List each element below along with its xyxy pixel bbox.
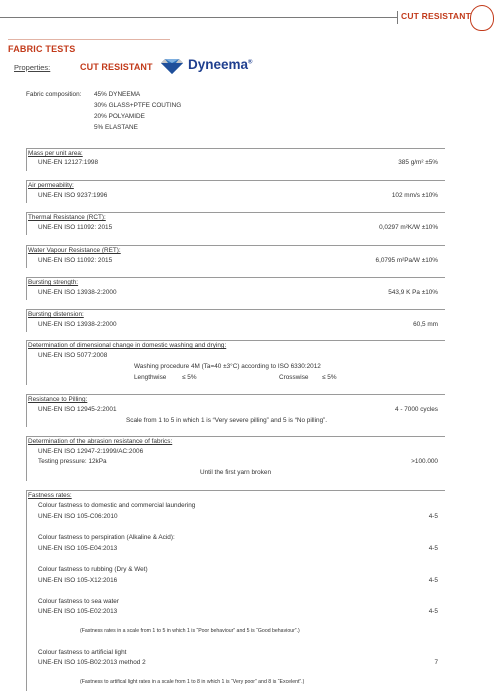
test-title: Bursting distension: (28, 311, 84, 318)
lengthwise-value: ≤ 5% (182, 374, 197, 381)
fastness-item-standard: UNE-EN ISO 105-E02:2013 (38, 608, 118, 615)
buff-logo-icon (470, 5, 494, 31)
fastness-item-name: Colour fastness to sea water (38, 598, 119, 605)
composition-label: Fabric composition: (26, 91, 82, 98)
test-title: Bursting strength: (28, 279, 79, 286)
test-title: Fastness rates: (28, 492, 72, 499)
test-standard: UNE-EN ISO 5077:2008 (38, 352, 108, 359)
test-title: Determination of dimensional change in domestic washing and drying: (28, 342, 227, 349)
light-fastness-value: 7 (434, 659, 438, 666)
testing-pressure: Testing pressure: 12kPa (38, 458, 107, 465)
composition-line: 5% ELASTANE (94, 124, 138, 131)
light-fastness-name: Colour fastness to artificial light (38, 649, 127, 656)
header-rule (0, 17, 397, 18)
test-value: 102 mm/s ±10% (391, 192, 438, 199)
test-standard: UNE-EN ISO 11092: 2015 (38, 224, 113, 231)
test-value: 60,5 mm (413, 321, 438, 328)
test-value: 385 g/m² ±5% (398, 159, 438, 166)
test-value: 6,0795 m²Pa/W ±10% (375, 257, 438, 264)
properties-label: Properties: (14, 63, 51, 72)
fastness-item-value: 4-5 (428, 513, 438, 520)
test-standard: UNE-EN ISO 9237:1996 (38, 192, 108, 199)
test-title: Determination of the abrasion resistance of fabrics: (28, 438, 173, 445)
test-title: Resistance to Pilling: (28, 396, 88, 403)
brand-label: CUT RESISTANT (401, 11, 471, 21)
fastness-item-standard: UNE-EN ISO 105-X12:2016 (38, 577, 118, 584)
light-fastness-note: (Fastness to artifical light rates in a scale from 1 to 8 in which 1 is “Very poor” and 8 is “Excelent”.) (80, 679, 305, 685)
test-value: 0,0297 m²K/W ±10% (379, 224, 438, 231)
fastness-scale-note: (Fastness rates in a scale from 1 to 5 in which 1 is “Poor behaviour” and 5 is “Good behaviour”.) (80, 628, 300, 634)
test-standard: UNE-EN ISO 13938-2:2000 (38, 289, 117, 296)
test-standard: UNE-EN ISO 12947-2:1999/AC:2006 (38, 448, 144, 455)
test-standard: UNE-EN ISO 13938-2:2000 (38, 321, 117, 328)
fastness-item-standard: UNE-EN ISO 105-E04:2013 (38, 545, 118, 552)
abrasion-note: Until the first yarn broken (200, 469, 272, 476)
dyneema-diamond-icon (160, 59, 184, 75)
test-title: Thermal Resistance (RCT): (28, 214, 106, 221)
test-value: 4 - 7000 cycles (395, 406, 438, 413)
fastness-item-standard: UNE-EN ISO 105-C06:2010 (38, 513, 118, 520)
header-divider (397, 11, 398, 24)
fastness-item-name: Colour fastness to perspiration (Alkaline & Acid): (38, 534, 175, 541)
composition-line: 45% DYNEEMA (94, 91, 141, 98)
test-standard: UNE-EN ISO 12945-2:2001 (38, 406, 117, 413)
fastness-item-value: 4-5 (428, 608, 438, 615)
section-title: FABRIC TESTS (8, 44, 76, 54)
test-value: >100.000 (411, 458, 438, 465)
test-title: Water Vapour Resistance (RET): (28, 247, 121, 254)
washing-procedure: Washing procedure 4M (Ta=40 ±3°C) according to ISO 6330:2012 (134, 363, 321, 370)
fastness-item-name: Colour fastness to domestic and commercial laundering (38, 502, 196, 509)
light-fastness-standard: UNE-EN ISO 105-B02:2013 method 2 (38, 659, 146, 666)
composition-line: 30% GLASS+PTFE COUTING (94, 102, 182, 109)
fastness-item-value: 4-5 (428, 545, 438, 552)
lengthwise-label: Lengthwise (134, 374, 167, 381)
test-title: Air permeability: (28, 182, 74, 189)
pilling-note: Scale from 1 to 5 in which 1 is “Very severe pilling” and 5 is “No pilling”. (126, 417, 328, 424)
fastness-item-name: Colour fastness to rubbing (Dry & Wet) (38, 566, 148, 573)
test-standard: UNE-EN 12127:1998 (38, 159, 99, 166)
fastness-item-value: 4-5 (428, 577, 438, 584)
test-standard: UNE-EN ISO 11092: 2015 (38, 257, 113, 264)
test-title: Mass per unit area: (28, 150, 83, 157)
title-rule (8, 39, 170, 40)
composition-line: 20% POLYAMIDE (94, 113, 145, 120)
properties-value: CUT RESISTANT (80, 62, 153, 72)
test-value: 543,9 K Pa ±10% (388, 289, 438, 296)
crosswise-value: ≤ 5% (322, 374, 337, 381)
crosswise-label: Crosswise (279, 374, 309, 381)
dyneema-wordmark: Dyneema® (188, 57, 253, 72)
